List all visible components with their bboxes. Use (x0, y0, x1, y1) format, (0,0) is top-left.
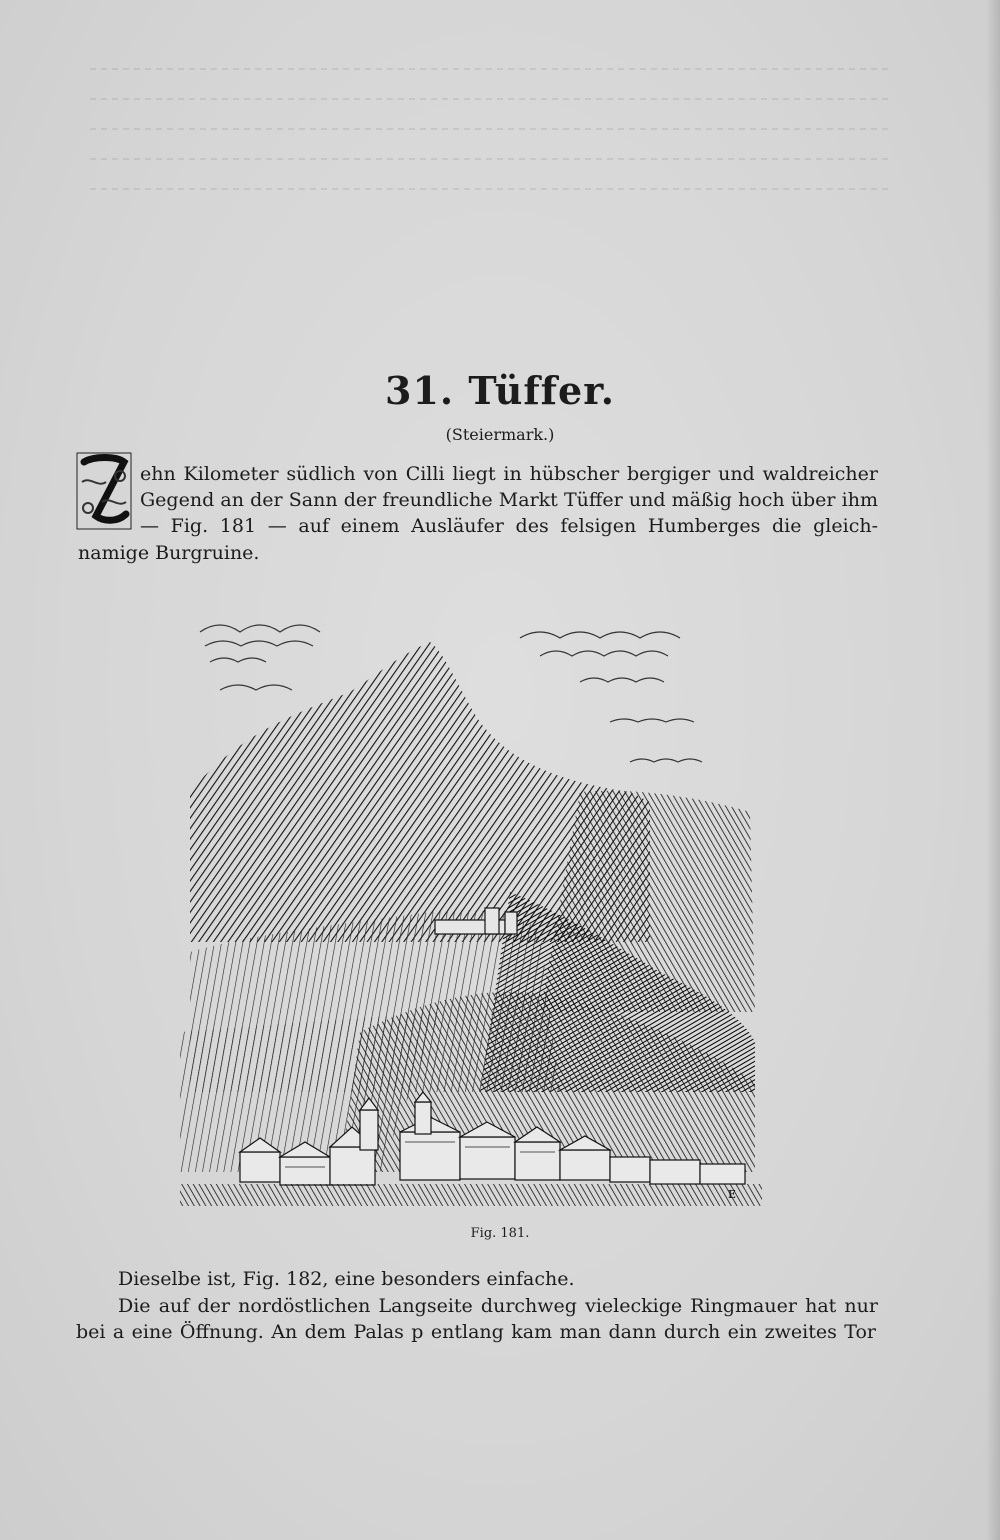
paragraph1-line-2: Gegend an der Sann der freundliche Markt Tüffer und mäßig hoch über ihm (140, 489, 878, 511)
paragraph2-line-2: Die auf der nordöstlichen Langseite durchweg vieleckige Ringmauer hat nur (118, 1295, 878, 1317)
paragraph2-line-3: bei a eine Öffnung. An dem Palas p entlang kam man dann durch ein zweites Tor (76, 1321, 876, 1343)
artist-monogram: E (728, 1188, 737, 1201)
ornamental-dropcap-icon (76, 452, 132, 530)
page-edge-shadow (986, 0, 1000, 1540)
figure-caption: Fig. 181. (470, 1226, 530, 1241)
engraving-figure (180, 612, 762, 1208)
paragraph2-line-1: Dieselbe ist, Fig. 182, eine besonders einfache. (118, 1268, 575, 1290)
paragraph1-line-1: ehn Kilometer südlich von Cilli liegt in hübscher bergiger und waldreicher (140, 463, 878, 485)
paragraph1-line-3: — Fig. 181 — auf einem Ausläufer des felsigen Humberges die gleich- (140, 515, 878, 537)
chapter-title: 31. Tüffer. (385, 368, 615, 413)
paragraph1-line-4: namige Burgruine. (78, 542, 260, 564)
chapter-subtitle: (Steiermark.) (445, 425, 555, 444)
show-through-text (90, 40, 890, 230)
